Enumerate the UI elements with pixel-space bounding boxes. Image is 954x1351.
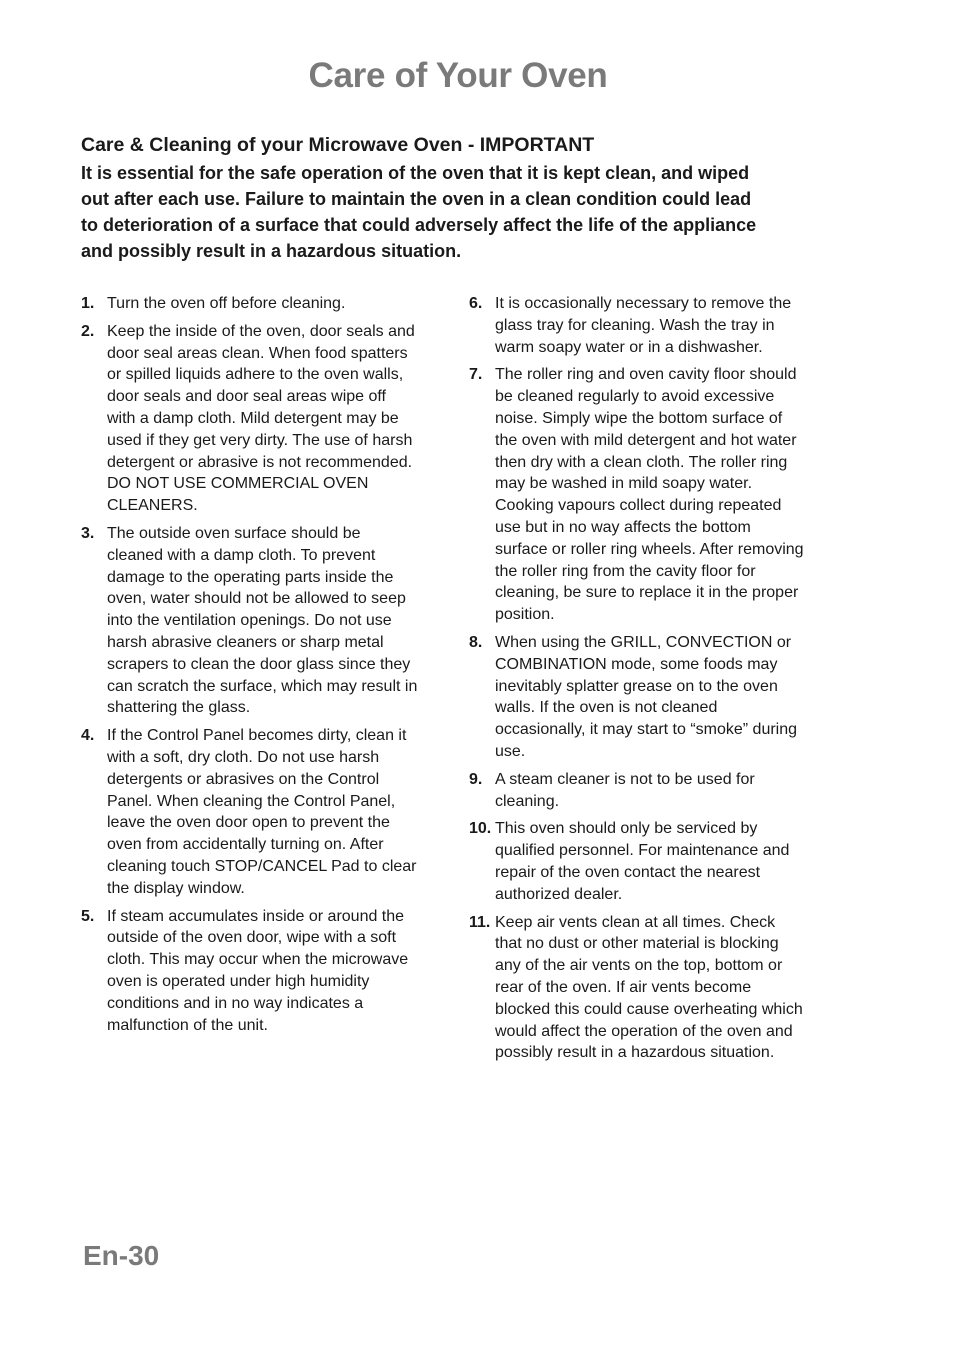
item-number: 6.	[469, 295, 483, 312]
item-number: 7.	[469, 366, 483, 384]
item-text-line: Cooking vapours collect during repeated	[495, 497, 782, 515]
left-column-list	[81, 293, 451, 1042]
item-text-line: authorized dealer.	[495, 885, 623, 903]
item-text-line: then dry with a clean cloth. The roller ring	[495, 453, 788, 471]
item-text-line: It is occasionally necessary to remove the	[495, 295, 792, 312]
item-text-line: door seal areas clean. When food spatters	[107, 344, 408, 362]
item-text	[107, 321, 451, 517]
item-text-line: the roller ring from the cavity floor for	[495, 562, 756, 580]
intro-line: out after each use. Failure to maintain the oven in a clean condition could lead	[81, 189, 752, 209]
item-text-line: Panel. When cleaning the Control Panel,	[107, 792, 396, 810]
item-text-line: the oven with mild detergent and hot water	[495, 431, 797, 449]
item-number: 1.	[81, 295, 95, 312]
list-item	[469, 293, 839, 358]
list-item	[81, 293, 451, 315]
intro-line: It is essential for the safe operation of the oven that it is kept clean, and wiped	[81, 163, 750, 183]
page-title: Care of Your Oven	[308, 56, 608, 95]
item-number: 11.	[469, 913, 491, 931]
item-text-line: qualified personnel. For maintenance and	[495, 842, 790, 860]
item-number: 10.	[469, 820, 492, 838]
item-text-line: oven from accidentally turning on. After	[107, 836, 384, 854]
item-text-line: repair of the oven contact the nearest	[495, 863, 761, 881]
item-text-line: door seals and door seal areas wipe off	[107, 388, 386, 406]
item-text	[495, 769, 839, 813]
item-text-line: would affect the operation of the oven and	[495, 1022, 793, 1040]
item-text-line: position.	[495, 606, 555, 624]
item-text-line: scrapers to clean the door glass since they	[107, 655, 411, 673]
item-text-line: oven is operated under high humidity	[107, 972, 370, 990]
item-text-line: any of the air vents on the top, bottom or	[495, 957, 783, 975]
list-item	[81, 725, 451, 899]
item-text-line: This oven should only be serviced by	[495, 820, 758, 838]
item-text-line: When using the GRILL, CONVECTION or	[495, 633, 792, 651]
item-text-line: If the Control Panel becomes dirty, clean it	[107, 727, 407, 745]
list-item	[469, 912, 839, 1065]
item-text	[107, 293, 451, 315]
item-text	[107, 725, 451, 899]
item-text-line: damage to the operating parts inside the	[107, 568, 394, 586]
item-text-line: can scratch the surface, which may result in	[107, 677, 418, 695]
item-number: 3.	[81, 524, 95, 542]
list-item	[469, 769, 839, 813]
item-text-line: oven, water should not be allowed to seep	[107, 590, 406, 608]
item-text-line: surface or roller ring wheels. After removing	[495, 540, 804, 558]
item-text	[495, 912, 839, 1065]
item-text-line: glass tray for cleaning. Wash the tray in	[495, 316, 775, 334]
item-number: 2.	[81, 322, 95, 340]
list-item	[81, 523, 451, 719]
item-text	[495, 818, 839, 905]
item-number: 9.	[469, 770, 483, 788]
item-text-line: the display window.	[107, 879, 245, 897]
intro-paragraph	[81, 160, 841, 264]
item-text-line: blocked this could cause overheating which	[495, 1000, 803, 1018]
item-text-line: leave the oven door open to prevent the	[107, 814, 390, 832]
item-text-line: possibly result in a hazardous situation.	[495, 1044, 775, 1062]
item-text-line: with a damp cloth. Mild detergent may be	[107, 409, 399, 427]
list-item	[81, 906, 451, 1037]
intro-line: to deterioration of a surface that could adversely affect the life of the appliance	[81, 215, 757, 235]
item-text-line: into the ventilation openings. Do not use	[107, 612, 392, 630]
item-text-line: used if they get very dirty. The use of harsh	[107, 431, 413, 449]
item-text-line: harsh abrasive cleaners or sharp metal	[107, 633, 384, 651]
item-text-line: A steam cleaner is not to be used for	[495, 770, 755, 788]
item-text-line: malfunction of the unit.	[107, 1016, 268, 1034]
item-text	[495, 364, 839, 626]
item-text-line: The roller ring and oven cavity floor should	[495, 366, 797, 384]
list-item	[469, 632, 839, 763]
item-text-line: COMBINATION mode, some foods may	[495, 655, 778, 673]
item-text-line: detergents or abrasives on the Control	[107, 770, 380, 788]
intro-line: and possibly result in a hazardous situation.	[81, 241, 462, 261]
item-text-line: occasionally, it may start to “smoke” during	[495, 721, 798, 739]
item-text-line: cloth. This may occur when the microwave	[107, 951, 409, 969]
item-text-line: cleaning, be sure to replace it in the proper	[495, 584, 799, 602]
item-text-line: The outside oven surface should be	[107, 524, 361, 542]
list-item	[469, 364, 839, 626]
item-text	[107, 523, 451, 719]
item-text-line: outside of the oven door, wipe with a soft	[107, 929, 397, 947]
item-text-line: Turn the oven off before cleaning.	[107, 295, 346, 312]
section-heading: Care & Cleaning of your Microwave Oven - IMPORTANT	[81, 134, 595, 156]
item-text-line: shattering the glass.	[107, 699, 251, 717]
item-text-line: warm soapy water or in a dishwasher.	[495, 338, 763, 356]
item-text-line: CLEANERS.	[107, 497, 198, 515]
item-text-line: Keep air vents clean at all times. Check	[495, 913, 776, 931]
item-text-line: Keep the inside of the oven, door seals and	[107, 322, 415, 340]
item-text-line: DO NOT USE COMMERCIAL OVEN	[107, 475, 369, 493]
item-text-line: rear of the oven. If air vents become	[495, 978, 752, 996]
page-number: En-30	[83, 1240, 160, 1271]
item-text	[495, 632, 839, 763]
right-column-list	[469, 293, 839, 1070]
item-number: 4.	[81, 727, 95, 745]
list-item	[81, 321, 451, 517]
item-text-line: that no dust or other material is blocking	[495, 935, 779, 953]
item-text	[495, 293, 839, 358]
item-text-line: with a soft, dry cloth. Do not use harsh	[107, 748, 380, 766]
item-text-line: use.	[495, 742, 526, 760]
item-number: 8.	[469, 633, 483, 651]
item-text-line: cleaning.	[495, 792, 560, 810]
item-text-line: inevitably splatter grease on to the oven	[495, 677, 778, 695]
list-item	[469, 818, 839, 905]
item-text-line: cleaning touch STOP/CANCEL Pad to clear	[107, 857, 417, 875]
item-text-line: detergent or abrasive is not recommended.	[107, 453, 413, 471]
item-text-line: noise. Simply wipe the bottom surface of	[495, 409, 783, 427]
item-text-line: cleaned with a damp cloth. To prevent	[107, 546, 376, 564]
item-text-line: be cleaned regularly to avoid excessive	[495, 388, 775, 406]
item-text-line: conditions and in no way indicates a	[107, 994, 364, 1012]
item-number: 5.	[81, 907, 95, 925]
item-text-line: If steam accumulates inside or around the	[107, 907, 405, 925]
item-text-line: may be washed in mild soapy water.	[495, 475, 753, 493]
item-text-line: walls. If the oven is not cleaned	[495, 699, 718, 717]
item-text-line: use but in no way affects the bottom	[495, 518, 751, 536]
item-text-line: or spilled liquids adhere to the oven walls,	[107, 366, 404, 384]
item-text	[107, 906, 451, 1037]
